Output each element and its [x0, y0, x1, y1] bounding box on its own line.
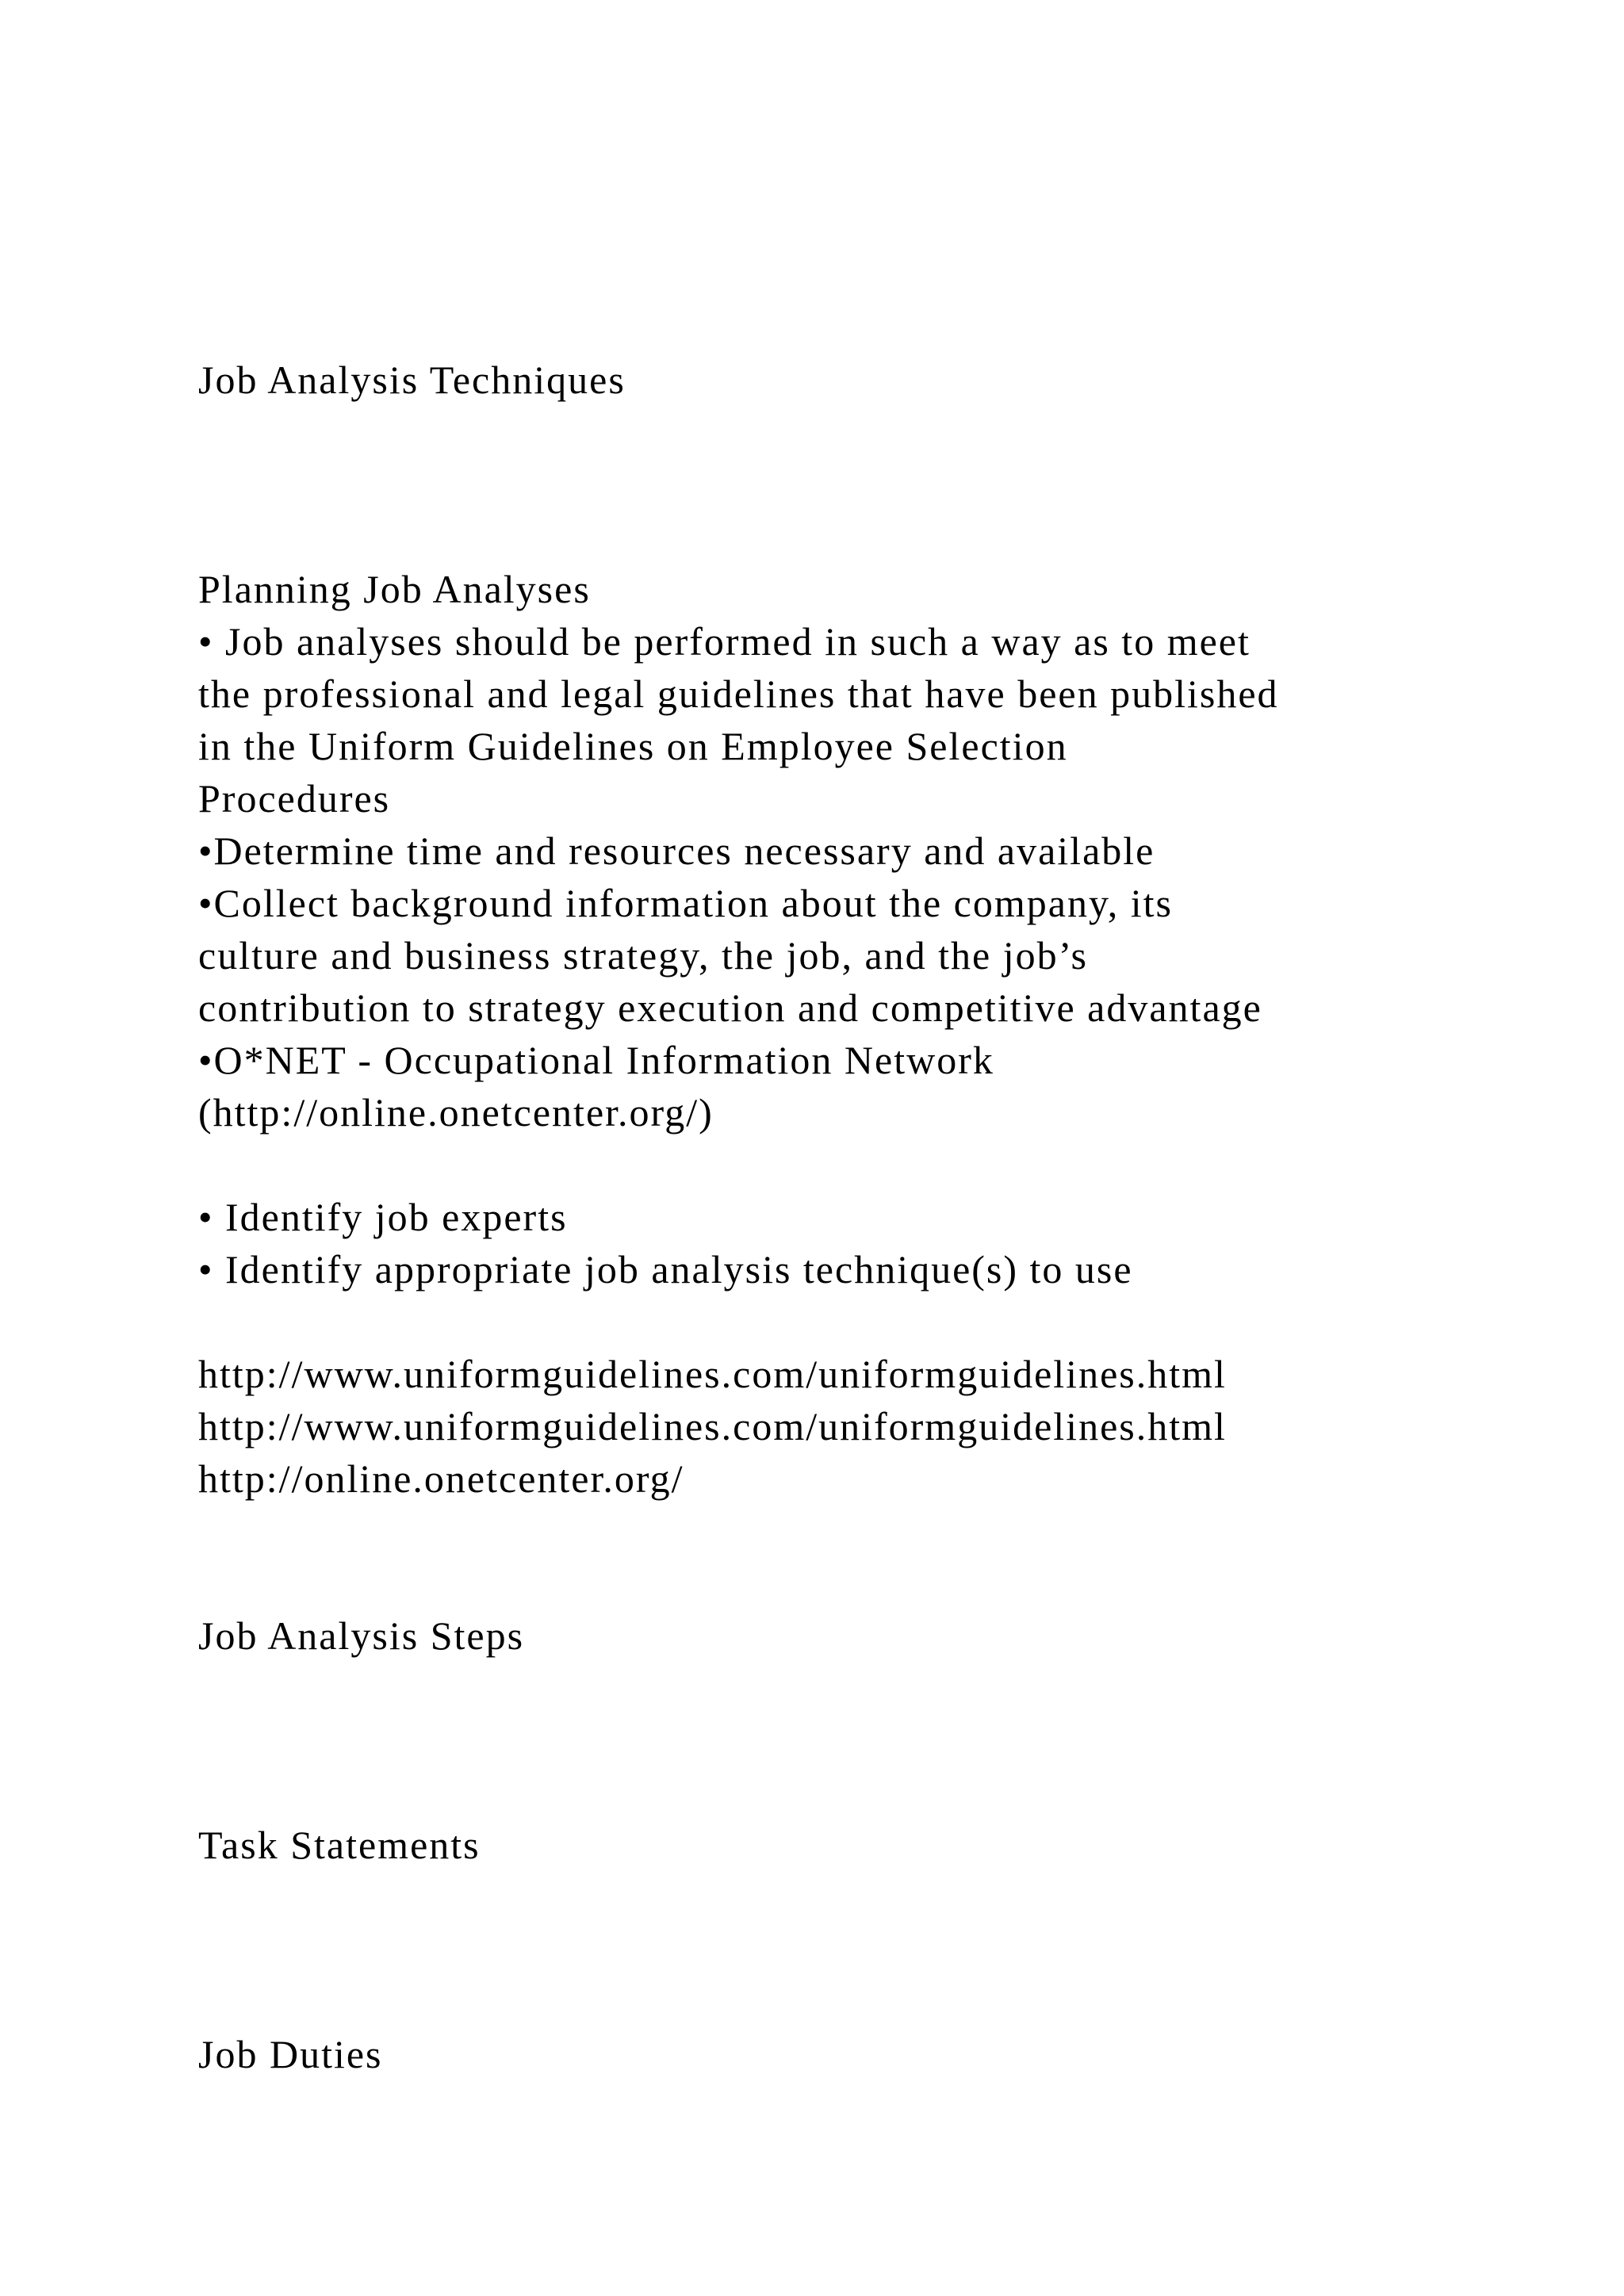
planning-line-6: •Collect background information about the company, its: [198, 881, 1173, 925]
planning-heading: Planning Job Analyses: [198, 567, 591, 611]
duties-heading: Job Duties: [198, 2032, 383, 2076]
planning-line-2: the professional and legal guidelines that have been published: [198, 672, 1279, 716]
planning-line-10: (http://online.onetcenter.org/): [198, 1090, 714, 1135]
planning-line-7: culture and business strategy, the job, and the job’s: [198, 933, 1088, 978]
link-uniform-guidelines-2: http://www.uniformguidelines.com/uniformguidelines.html: [198, 1404, 1227, 1448]
planning-line-9: •O*NET - Occupational Information Network: [198, 1038, 994, 1082]
planning-line-4: Procedures: [198, 776, 391, 821]
planning-line-3: in the Uniform Guidelines on Employee Selection: [198, 724, 1068, 768]
link-onet: http://online.onetcenter.org/: [198, 1456, 684, 1501]
bullet-identify-technique: • Identify appropriate job analysis technique(s) to use: [198, 1247, 1133, 1292]
planning-line-8: contribution to strategy execution and competitive advantage: [198, 985, 1262, 1030]
bullet-identify-experts: • Identify job experts: [198, 1195, 568, 1239]
steps-heading: Job Analysis Steps: [198, 1613, 525, 1658]
document-title: Job Analysis Techniques: [198, 358, 626, 402]
tasks-heading: Task Statements: [198, 1823, 481, 1867]
planning-line-5: •Determine time and resources necessary and available: [198, 828, 1155, 873]
link-uniform-guidelines-1: http://www.uniformguidelines.com/uniformguidelines.html: [198, 1352, 1227, 1396]
planning-line-1: • Job analyses should be performed in such a way as to meet: [198, 619, 1251, 664]
